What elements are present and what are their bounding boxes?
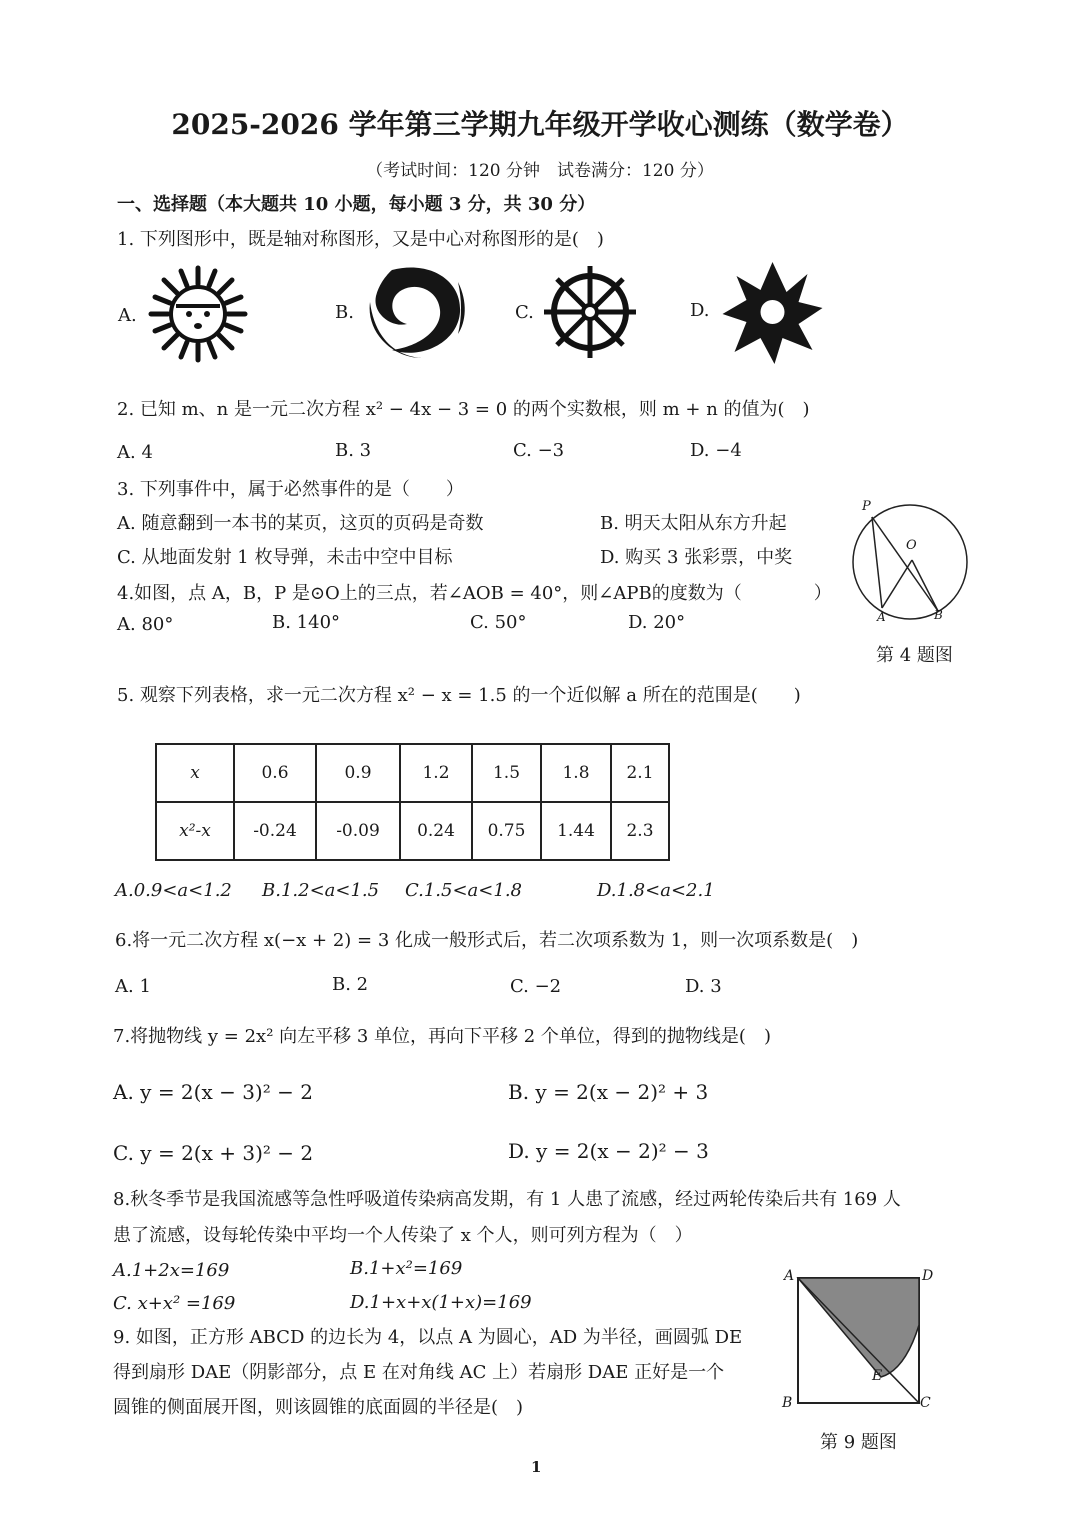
q5-option-c: C.1.5<a<1.8 [405,880,522,901]
table-cell: 0.9 [316,744,400,802]
q4-option-d: D. 20° [628,612,686,633]
q8-stem-line1: 8.秋冬季节是我国流感等急性呼吸道传染病高发期，有 1 人患了流感，经过两轮传染后共有 169 人 [113,1189,901,1210]
flower-figure [720,258,825,366]
exam-title: 2025-2026 学年第三学期九年级开学收心测练（数学卷） [171,108,909,141]
q2-stem: 2. 已知 m、n 是一元二次方程 x² − 4x − 3 = 0 的两个实数根，则 m + n 的值为( ) [117,399,810,420]
table-cell: 1.8 [541,744,611,802]
q4-option-b: B. 140° [272,612,341,633]
q7-option-c: C. y = 2(x + 3)² − 2 [113,1141,314,1165]
figure-4-caption: 第 4 题图 [876,645,953,666]
q3-option-a: A. 随意翻到一本书的某页，这页的页码是奇数 [117,513,484,534]
table-cell: 1.44 [541,802,611,860]
table-cell: 0.6 [234,744,316,802]
label-o: O [906,538,917,553]
table-cell: x²-x [156,802,234,860]
q9-stem-line1: 9. 如图，正方形 ABCD 的边长为 4，以点 A 为圆心，AD 为半径，画圆弧 DE [113,1327,743,1348]
section-heading: 一、选择题（本大题共 10 小题，每小题 3 分，共 30 分） [117,194,596,215]
q8-option-c: C. x+x² =169 [113,1293,236,1314]
label-a-sq: A [784,1268,795,1284]
q2-option-d: D. −4 [690,440,742,461]
q6-option-b: B. 2 [332,974,369,995]
q8-stem-line2: 患了流感，设每轮传染中平均一个人传染了 x 个人，则可列方程为（ ） [113,1225,693,1246]
label-p: P [862,499,871,514]
label-a: A [877,610,886,624]
q1-option-d: D. [690,300,710,321]
q6-stem: 6.将一元二次方程 x(−x + 2) = 3 化成一般形式后，若二次项系数为 1，则一次项系数是( ) [115,930,859,951]
label-e-sq: E [872,1368,883,1384]
table-cell: 0.75 [472,802,541,860]
table-cell: 1.5 [472,744,541,802]
q7-option-a: A. y = 2(x − 3)² − 2 [113,1080,313,1104]
q2-option-b: B. 3 [335,440,372,461]
q8-option-d: D.1+x+x(1+x)=169 [350,1292,532,1313]
q5-option-a: A.0.9<a<1.2 [115,880,232,901]
table-row [156,744,669,802]
q5-option-d: D.1.8<a<2.1 [597,880,715,901]
q5-option-b: B.1.2<a<1.5 [262,880,380,901]
q1-option-c: C. [515,302,534,323]
page-number: 1 [531,1458,542,1476]
table-cell: -0.24 [234,802,316,860]
table-cell: x [156,744,234,802]
table-cell: 0.24 [400,802,472,860]
label-b: B [934,608,943,622]
q7-stem: 7.将抛物线 y = 2x² 向左平移 3 单位，再向下平移 2 个单位，得到的抛物线是( ) [113,1026,771,1047]
q4-option-c: C. 50° [470,612,527,633]
q5-table [155,743,670,861]
label-d-sq: D [922,1268,934,1284]
q1-option-b: B. [335,302,354,323]
table-cell: 1.2 [400,744,472,802]
q3-option-d: D. 购买 3 张彩票，中奖 [600,547,793,568]
label-b-sq: B [782,1395,793,1411]
sun-figure [148,265,248,363]
q9-stem-line3: 圆锥的侧面展开图，则该圆锥的底面圆的半径是( ) [113,1397,524,1418]
circle-figure [845,498,975,628]
q7-option-d: D. y = 2(x − 2)² − 3 [508,1139,709,1163]
figure-9-caption: 第 9 题图 [820,1432,897,1453]
wheel-figure [540,262,640,362]
q8-option-a: A.1+2x=169 [113,1260,230,1281]
q4-option-a: A. 80° [117,614,174,635]
table-row [156,802,669,860]
q3-stem: 3. 下列事件中，属于必然事件的是（ ） [117,479,464,500]
exam-subtitle: （考试时间：120 分钟 试卷满分：120 分） [366,161,714,181]
q2-option-c: C. −3 [513,440,565,461]
q8-option-b: B.1+x²=169 [350,1258,463,1279]
q1-stem: 1. 下列图形中，既是轴对称图形，又是中心对称图形的是( ) [117,229,604,250]
q7-option-b: B. y = 2(x − 2)² + 3 [508,1080,709,1104]
table-cell: 2.3 [611,802,669,860]
label-c-sq: C [920,1395,931,1411]
q6-option-a: A. 1 [115,976,151,997]
q6-option-d: D. 3 [685,976,722,997]
q2-option-a: A. 4 [117,442,153,463]
q3-option-c: C. 从地面发射 1 枚导弹，未击中空中目标 [117,547,453,568]
q3-option-b: B. 明天太阳从东方升起 [600,513,787,534]
table-cell: -0.09 [316,802,400,860]
q9-stem-line2: 得到扇形 DAE（阴影部分，点 E 在对角线 AC 上）若扇形 DAE 正好是一个 [113,1362,725,1383]
q6-option-c: C. −2 [510,976,562,997]
q1-option-a: A. [118,305,137,326]
q5-stem: 5. 观察下列表格，求一元二次方程 x² − x = 1.5 的一个近似解 a 所在的范围是( ) [117,685,801,706]
square-figure [795,1275,925,1410]
q4-stem: 4.如图，点 A，B，P 是⊙O上的三点，若∠AOB = 40°，则∠APB的度数为（ ） [117,583,832,604]
table-cell: 2.1 [611,744,669,802]
swirl-figure [362,262,472,362]
